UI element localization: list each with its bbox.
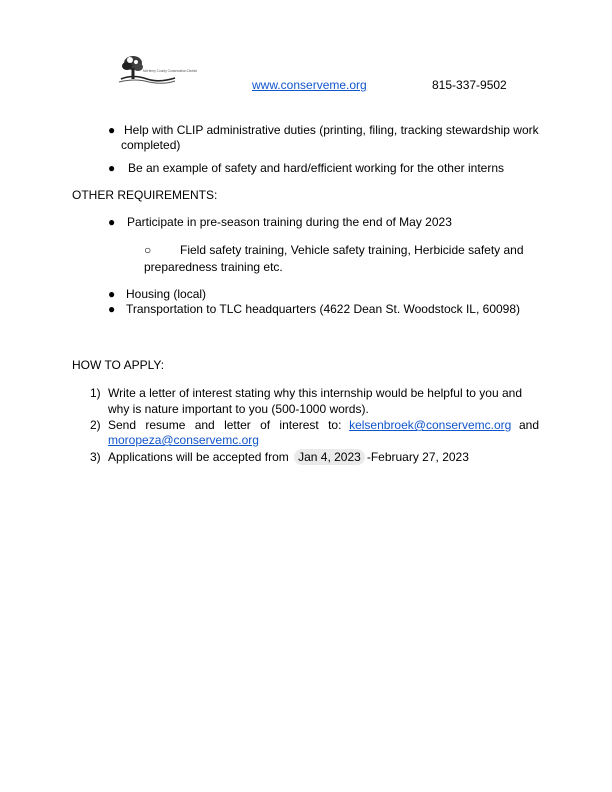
bullet-icon: ● [108,215,116,229]
tree-logo [113,52,198,88]
how-to-apply-heading: HOW TO APPLY: [72,358,165,372]
bullet-icon: ● [108,302,116,316]
step-1-number: 1) [90,386,101,400]
training-item: Participate in pre-season training during the end of May 2023 [127,215,452,229]
training-sub-line1: Field safety training, Vehicle safety training, Herbicide safety and [180,243,524,257]
step-2-number: 2) [90,418,101,432]
step-2-and: and [518,418,539,432]
step-3-line [108,450,469,465]
bullet-icon: ● [108,161,116,175]
bullet-icon: ● [108,287,116,301]
step-1-line1: Write a letter of interest stating why this internship would be helpful to you and [108,386,523,400]
training-sub-line2: preparedness training etc. [144,260,283,274]
other-requirements-heading: OTHER REQUIREMENTS: [72,188,218,202]
phone-number: 815-337-9502 [432,78,507,92]
duty-item-1 [124,123,540,138]
logo-label: McHenry County Conservation District [143,69,198,73]
email-link-kelsenbroek[interactable]: kelsenbroek@conservemc.org [349,418,512,432]
housing-item: Housing (local) [126,287,207,301]
sub-bullet-icon: ○ [144,243,152,257]
duty-1-line2: completed) [121,138,181,152]
step-2-prefix: Send resume and letter of interest to: [108,418,342,432]
step-3-suffix: -February 27, 2023 [366,450,469,464]
transportation-item: Transportation to TLC headquarters (4622 Dean St. Woodstock IL, 60098) [126,302,521,316]
step-2-line1 [108,418,539,433]
date-chip[interactable]: Jan 4, 2023 [294,449,365,465]
step-3-prefix: Applications will be accepted from [108,450,289,464]
step-3-number: 3) [90,450,101,464]
step-1-line2: why is nature important to you (500-1000 words). [108,402,369,416]
website-link[interactable]: www.conserveme.org [252,78,367,92]
duty-item-2: Be an example of safety and hard/efficient working for the other interns [128,161,504,175]
bullet-icon: ● [108,123,116,137]
email-link-moropeza[interactable]: moropeza@conservemc.org [108,433,259,447]
duty-1-line1: Help with CLIP administrative duties (printing, filing, tracking stewardship work [124,123,539,137]
